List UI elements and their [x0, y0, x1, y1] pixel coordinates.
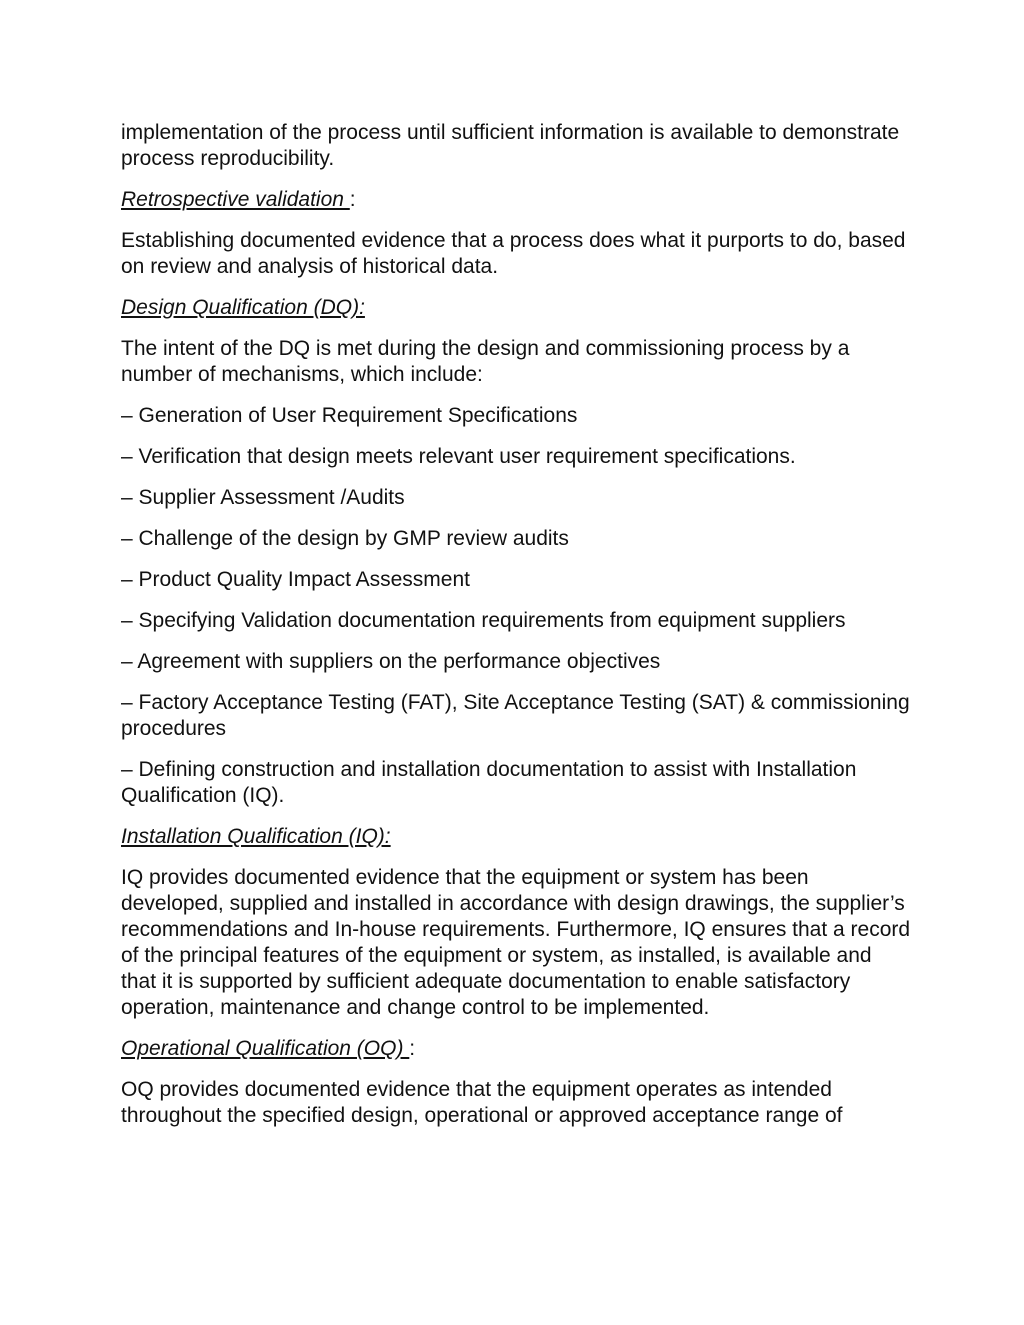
list-item: – Defining construction and installation documentation to assist with Installation Qualification (IQ).	[121, 758, 857, 807]
retrospective-validation-heading-text: Retrospective validation	[121, 188, 350, 211]
intro-paragraph: implementation of the process until sufficient information is available to demonstrate process reproducibility.	[121, 121, 900, 170]
operational-qualification-heading-colon: :	[409, 1037, 416, 1060]
list-item: – Product Quality Impact Assessment	[121, 568, 470, 591]
list-item: – Factory Acceptance Testing (FAT), Site Acceptance Testing (SAT) & commissioning procedures	[121, 691, 910, 740]
retrospective-validation-paragraph: Establishing documented evidence that a process does what it purports to do, based on review and analysis of historical data.	[121, 229, 906, 278]
design-qualification-paragraph: The intent of the DQ is met during the design and commissioning process by a number of mechanisms, which include:	[121, 337, 850, 386]
operational-qualification-heading	[121, 1036, 911, 1062]
retrospective-validation-heading	[121, 187, 911, 213]
installation-qualification-heading	[121, 824, 911, 850]
design-qualification-heading-text: Design Qualification (DQ):	[121, 296, 365, 319]
design-qualification-heading	[121, 295, 911, 321]
dq-mechanism-list	[121, 403, 911, 809]
retrospective-validation-heading-colon: :	[349, 188, 356, 211]
installation-qualification-heading-text: Installation Qualification (IQ):	[121, 825, 391, 848]
list-item: – Challenge of the design by GMP review audits	[121, 527, 569, 550]
list-item: – Generation of User Requirement Specifications	[121, 404, 578, 427]
list-item: – Supplier Assessment /Audits	[121, 486, 405, 509]
document-body	[121, 120, 911, 1144]
list-item: – Specifying Validation documentation requirements from equipment suppliers	[121, 609, 846, 632]
installation-qualification-paragraph: IQ provides documented evidence that the equipment or system has been developed, supplied and installed in accordance with design drawings, the supplier’s recommendations and In-house requirements. Furthermore, IQ ensures that a record of the principal features of the equipment or system, as installed, is available and that it is supported by sufficient adequate documentation to enable satisfactory operation, maintenance and change control to be implemented.	[121, 866, 911, 1019]
list-item: – Verification that design meets relevant user requirement specifications.	[121, 445, 796, 468]
operational-qualification-paragraph: OQ provides documented evidence that the equipment operates as intended throughout the specified design, operational or approved acceptance range of	[121, 1078, 843, 1127]
list-item: – Agreement with suppliers on the performance objectives	[121, 650, 661, 673]
operational-qualification-heading-text: Operational Qualification (OQ)	[121, 1037, 410, 1060]
